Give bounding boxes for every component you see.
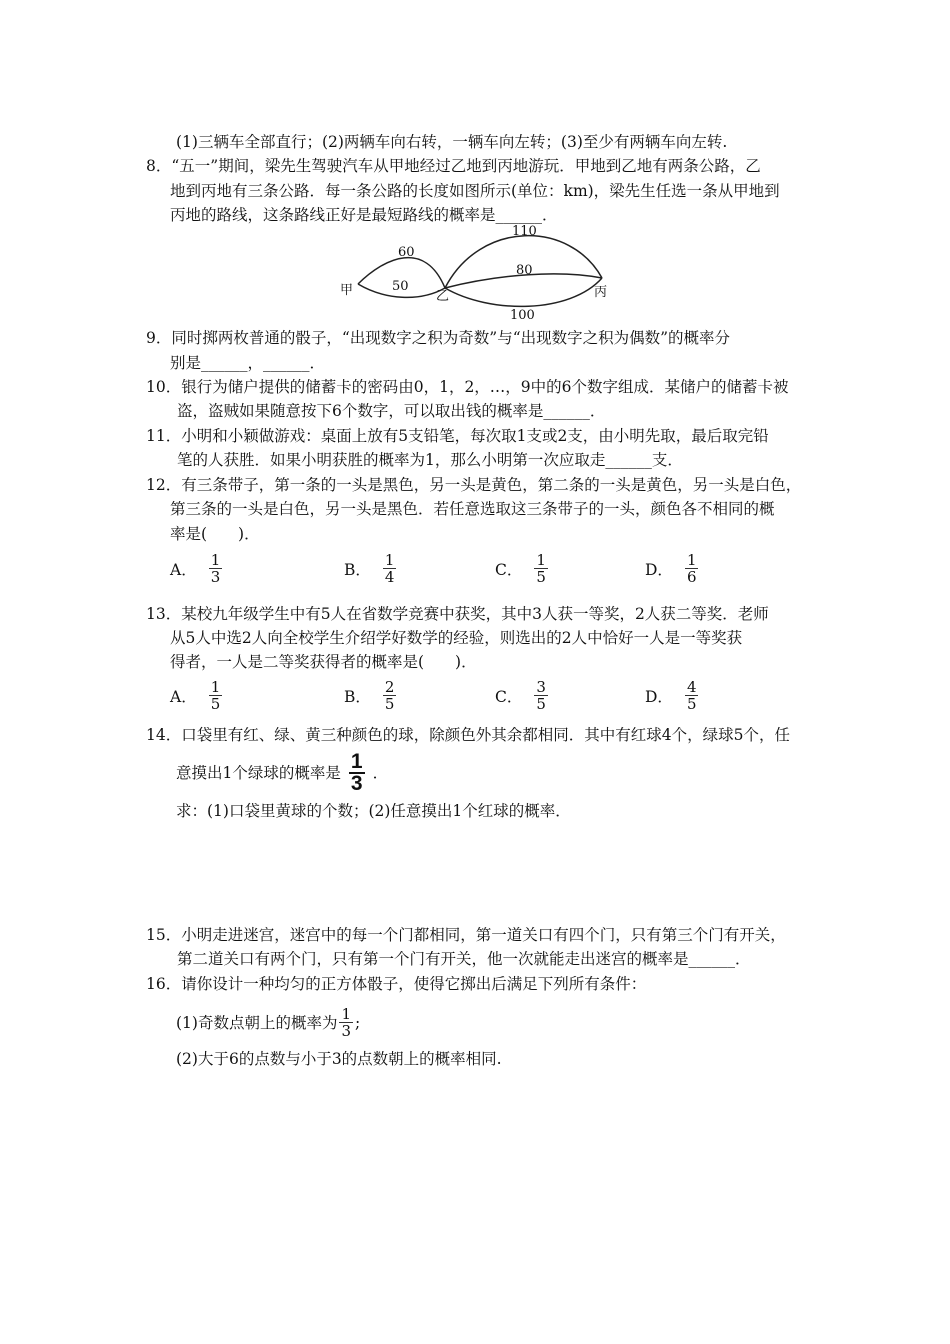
q16-condition-2: (2)大于6的点数与小于3的点数朝上的概率相同. xyxy=(176,1050,502,1068)
option-label: C． xyxy=(495,687,523,706)
q16-condition-1 xyxy=(176,1006,360,1039)
q12-option-b xyxy=(344,552,398,585)
q13-option-c xyxy=(495,679,550,712)
q8-line-2: 地到丙地有三条公路．每一条公路的长度如图所示(单位：km)，梁先生任选一条从甲地到 xyxy=(170,182,780,200)
q15-line-1: 15．小明走进迷宫，迷宫中的每一个门都相同，第一道关口有四个门，只有第三个门有开关， xyxy=(146,926,786,944)
route-110 xyxy=(445,236,602,288)
option-fraction: $\frac{1}{6}$ xyxy=(686,551,697,586)
q7-continuation: (1)三辆车全部直行；(2)两辆车向右转，一辆车向左转；(3)至少有两辆车向左转. xyxy=(176,133,728,151)
option-fraction: $\frac{2}{5}$ xyxy=(384,678,395,713)
option-fraction: $\frac{4}{5}$ xyxy=(686,678,697,713)
q16-condition-1-text: (1)奇数点朝上的概率为 xyxy=(176,1013,338,1032)
label-jia: 甲 xyxy=(340,283,354,298)
q13-option-d xyxy=(645,679,700,712)
label-60: 60 xyxy=(398,245,415,260)
q12-line-2: 第三条的一头是白色，另一头是黑色．若任意选取这三条带子的一头，颜色各不相同的概 xyxy=(170,500,775,518)
option-fraction: $\frac{1}{5}$ xyxy=(210,678,221,713)
q13-option-a xyxy=(170,679,224,712)
q16-condition-1-end: ; xyxy=(355,1013,361,1032)
q12-line-1: 12．有三条带子，第一条的一头是黑色，另一头是黄色，第二条的一头是黄色，另一头是白色， xyxy=(146,476,802,494)
q16-fraction: $\frac{1}{3}$ xyxy=(341,1005,352,1040)
label-80: 80 xyxy=(516,263,533,278)
q10-line-2: 盗，盗贼如果随意按下6个数字，可以取出钱的概率是______． xyxy=(177,402,606,420)
q14-fraction: $\frac{1}{3}$ xyxy=(350,750,363,795)
q14-line-3: 求：(1)口袋里黄球的个数；(2)任意摸出1个红球的概率． xyxy=(176,802,571,820)
q12-option-c xyxy=(495,552,550,585)
q12-option-a xyxy=(170,552,224,585)
label-bing: 丙 xyxy=(594,285,608,300)
q13-option-b xyxy=(344,679,398,712)
label-yi: 乙 xyxy=(436,289,450,304)
q11-line-1: 11．小明和小颖做游戏：桌面上放有5支铅笔，每次取1支或2支，由小明先取，最后取完铅 xyxy=(146,427,769,445)
q10-line-1: 10．银行为储户提供的储蓄卡的密码由0，1，2，…，9中的6个数字组成．某储户的储蓄卡被 xyxy=(146,378,789,396)
label-50: 50 xyxy=(392,279,409,294)
q15-line-2: 第二道关口有两个门，只有第一个门有开关，他一次就能走出迷宫的概率是______． xyxy=(177,950,751,968)
q13-line-2: 从5人中选2人向全校学生介绍学好数学的经验，则选出的2人中恰好一人是一等奖获 xyxy=(170,629,743,647)
q8-line-3: 丙地的路线，这条路线正好是最短路线的概率是______． xyxy=(170,206,558,224)
option-label: C． xyxy=(495,560,523,579)
q16-line-1: 16．请你设计一种均匀的正方体骰子，使得它掷出后满足下列所有条件： xyxy=(146,975,647,993)
q9-line-1: 9．同时掷两枚普通的骰子，“出现数字之积为奇数”与“出现数字之积为偶数”的概率分 xyxy=(146,329,731,347)
route-diagram xyxy=(330,222,630,322)
option-fraction: $\frac{3}{5}$ xyxy=(536,678,546,713)
q9-line-2: 别是______，______． xyxy=(170,354,326,372)
label-110: 110 xyxy=(512,224,537,239)
option-fraction: $\frac{1}{3}$ xyxy=(210,551,221,586)
q13-line-1: 13．某校九年级学生中有5人在省数学竞赛中获奖，其中3人获一等奖，2人获二等奖．老师 xyxy=(146,605,769,623)
label-100: 100 xyxy=(510,308,535,322)
q13-line-3: 得者，一人是二等奖获得者的概率是( )． xyxy=(170,653,477,671)
option-label: B． xyxy=(344,560,371,579)
q12-option-d xyxy=(645,552,700,585)
option-label: A． xyxy=(170,687,197,706)
option-fraction: $\frac{1}{5}$ xyxy=(536,551,546,586)
q11-line-2: 笔的人获胜．如果小明获胜的概率为1，那么小明第一次应取走______支． xyxy=(177,451,683,469)
option-label: D． xyxy=(645,560,673,579)
q14-line-2-end: ． xyxy=(372,764,389,782)
option-fraction: $\frac{1}{4}$ xyxy=(384,551,395,586)
q14-line-2-text: 意摸出1个绿球的概率是 xyxy=(176,764,341,782)
q12-line-3: 率是( )． xyxy=(170,525,260,543)
option-label: D． xyxy=(645,687,673,706)
q8-line-1: 8．“五一”期间，梁先生驾驶汽车从甲地经过乙地到丙地游玩．甲地到乙地有两条公路，乙 xyxy=(146,157,761,175)
option-label: B． xyxy=(344,687,371,706)
q14-line-2 xyxy=(176,752,388,794)
q14-line-1: 14．口袋里有红、绿、黄三种颜色的球，除颜色外其余都相同．其中有红球4个，绿球5个，任 xyxy=(146,726,790,744)
option-label: A． xyxy=(170,560,197,579)
